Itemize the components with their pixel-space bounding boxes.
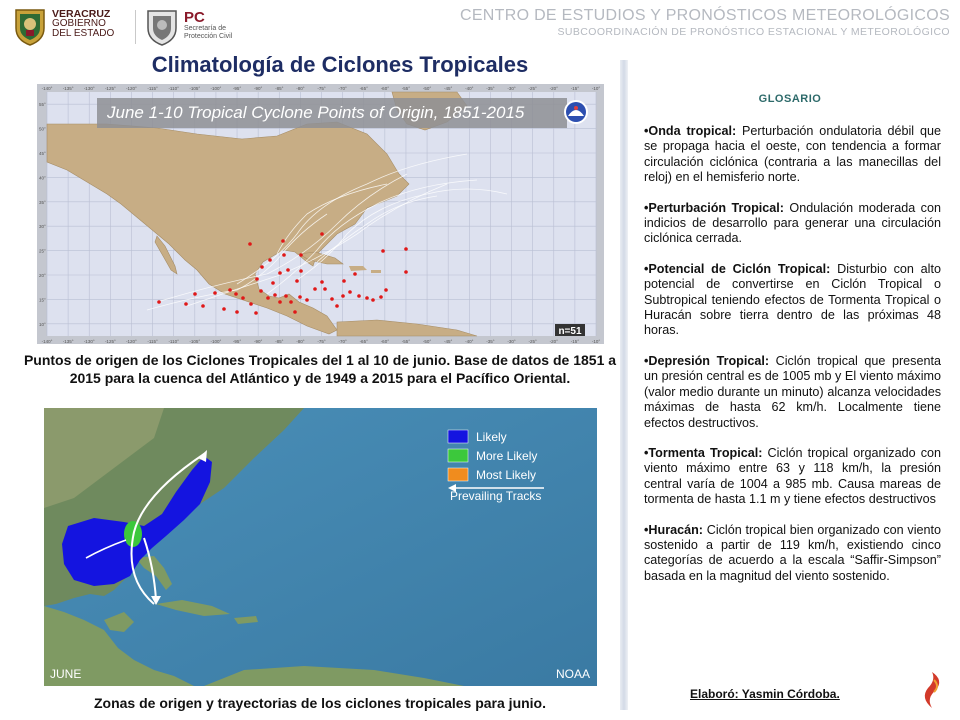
glossary-term: •Onda tropical:	[644, 124, 737, 138]
lat-label: 30°	[39, 224, 46, 230]
origin-point	[248, 242, 252, 246]
lon-label-bottom: -70°	[338, 339, 347, 344]
veracruz-logo-text: VERACRUZ GOBIERNO DEL ESTADO	[52, 8, 115, 39]
lon-label: -120°	[126, 86, 137, 91]
lon-label: -45°	[444, 86, 453, 91]
origin-point	[254, 311, 258, 315]
origin-point	[404, 270, 408, 274]
lat-label: 25°	[39, 248, 46, 254]
column-separator	[620, 60, 628, 710]
glossary-term: •Perturbación Tropical:	[644, 200, 784, 215]
glossary-definition: Disturbio con alto potencial de convertirse en Ciclón Tropical o Subtropical teniendo efectos de Tormenta Tropical o Huracán sobre tierra dentro de las próximas 48 horas.	[644, 261, 941, 338]
lat-label: 40°	[39, 175, 46, 181]
lon-label: -130°	[83, 86, 95, 91]
origin-point	[255, 277, 259, 281]
glossary-definition: Perturbación ondulatoria débil que se propaga hacia el oeste, con tendencia a formar circulación ciclónica (contraria a las manecillas del reloj) en el hemisferio norte.	[644, 124, 941, 185]
lon-label: -110°	[168, 86, 179, 91]
lon-label: -60°	[380, 86, 390, 91]
logo-divider	[135, 10, 136, 44]
center-subtitle: SUBCOORDINACIÓN DE PRONÓSTICO ESTACIONAL Y METEOROLÓGICO	[557, 26, 950, 38]
legend-swatch	[448, 430, 468, 443]
lon-label-bottom: -55°	[401, 339, 411, 344]
lon-label-bottom: -60°	[380, 339, 390, 344]
glossary-item	[644, 354, 941, 431]
origin-point	[249, 302, 253, 306]
map1-caption: Puntos de origen de los Ciclones Tropicales del 1 al 10 de junio. Base de datos de 1851 a 2015 para la cuenca del Atlántico y de 1949 a 2015 para el Pacífico Oriental.	[23, 352, 617, 386]
origin-point	[298, 295, 302, 299]
origin-point	[260, 265, 264, 269]
origin-point	[282, 253, 286, 257]
lon-label-bottom: -95°	[232, 339, 242, 344]
origin-point	[241, 296, 245, 300]
lon-label-bottom: -75°	[317, 339, 326, 344]
lon-label: -80°	[296, 86, 305, 91]
lat-label: 20°	[39, 273, 46, 278]
origin-point	[348, 290, 352, 294]
lon-label-bottom: -85°	[275, 339, 284, 344]
origin-point	[335, 304, 339, 308]
glossary-item	[644, 124, 941, 186]
lon-label: -30°	[507, 86, 516, 91]
glossary-item	[644, 446, 941, 508]
origin-point	[295, 279, 299, 283]
veracruz-small-seal-icon	[145, 8, 179, 46]
origin-point	[201, 304, 205, 308]
origin-point	[259, 289, 263, 293]
prevailing-tracks-label: Prevailing Tracks	[450, 489, 542, 503]
lon-label: -85°	[275, 86, 284, 91]
lat-label: 55°	[39, 102, 46, 108]
lon-label: -140°	[41, 86, 53, 91]
glossary-item	[644, 201, 941, 247]
glossary-definition: Ciclón tropical organizado con viento máximo entre 63 y 118 km/h, la presión central varía de 1004 a 985 mb. Causa mareas de tormenta de hasta 1.1 m y tiene efectos destructivos	[644, 445, 941, 507]
lon-label: -115°	[147, 86, 158, 91]
glossary-term: •Depresión Tropical:	[644, 353, 770, 368]
origin-point	[228, 288, 232, 292]
lon-label-bottom: -105°	[189, 339, 201, 344]
glossary-term: •Potencial de Ciclón Tropical:	[644, 261, 831, 276]
lat-label: 45°	[39, 151, 46, 156]
lon-label: -105°	[189, 86, 201, 91]
origin-point	[157, 300, 161, 304]
map1-count: n=51	[558, 326, 582, 337]
lon-label-bottom: -125°	[104, 339, 116, 344]
origin-point	[305, 298, 309, 302]
lon-label-bottom: -15°	[570, 339, 580, 344]
origin-point	[320, 280, 324, 284]
lon-label: -65°	[359, 86, 368, 91]
origin-point	[299, 253, 303, 257]
origin-point	[379, 295, 383, 299]
lon-label: -15°	[570, 86, 580, 91]
origin-point	[268, 258, 272, 262]
glossary-definition: Ciclón tropical que presenta un presión central es de 1005 mb y El viento máximo (valor medio durante un minuto) alcanza velocidades máximas de hasta 62 km/h. Localmente tiene efectos destructivos.	[644, 353, 941, 430]
origin-point	[289, 300, 293, 304]
lon-label: -40°	[465, 86, 474, 91]
legend-label: Most Likely	[476, 468, 537, 482]
origin-point	[222, 307, 226, 311]
pc-logo-text: PC Secretaría de Protección Civil	[184, 9, 233, 40]
lon-label: -50°	[422, 86, 432, 91]
page-title: Climatología de Ciclones Tropicales	[151, 52, 529, 77]
lon-label: -55°	[401, 86, 411, 91]
map2-caption: Zonas de origen y trayectorias de los ciclones tropicales para junio.	[93, 695, 547, 711]
lon-label-bottom: -50°	[422, 339, 432, 344]
origin-point	[404, 247, 408, 251]
lon-label: -25°	[528, 86, 537, 91]
origin-point	[286, 268, 290, 272]
noaa-logo-icon	[564, 100, 588, 124]
center-title: CENTRO DE ESTUDIOS Y PRONÓSTICOS METEOROLÓGICOS	[459, 7, 950, 24]
lon-label: -20°	[549, 86, 558, 91]
origin-point	[235, 310, 239, 314]
glossary-title: GLOSARIO	[758, 93, 822, 105]
lat-label: 15°	[39, 297, 46, 303]
author-credit: Elaboró: Yasmin Córdoba.	[690, 687, 840, 701]
glossary-term: •Huracán:	[644, 522, 703, 537]
veracruz-seal-icon	[12, 6, 48, 46]
lon-label-bottom: -100°	[210, 339, 222, 344]
cepm-logo-icon	[918, 670, 946, 710]
lon-label-bottom: -65°	[359, 339, 368, 344]
lon-label: -100°	[210, 86, 222, 91]
lon-label-bottom: -45°	[444, 339, 453, 344]
points-of-origin-map	[37, 84, 604, 344]
origin-point	[371, 298, 375, 302]
lon-label-bottom: -130°	[83, 339, 95, 344]
origin-point	[273, 293, 277, 297]
origin-point	[293, 310, 297, 314]
lon-label-bottom: -35°	[486, 339, 495, 344]
origin-point	[278, 271, 282, 275]
glossary-item	[644, 523, 941, 585]
origin-point	[193, 292, 197, 296]
lat-label: 50°	[39, 126, 46, 132]
origin-zones-map	[44, 408, 597, 686]
origin-point	[284, 294, 288, 298]
lon-label: -90°	[253, 86, 263, 91]
lon-label-bottom: -115°	[147, 339, 158, 344]
origin-point	[213, 291, 217, 295]
origin-point	[278, 300, 282, 304]
origin-point	[271, 281, 275, 285]
origin-point	[342, 279, 346, 283]
origin-point	[384, 288, 388, 292]
lon-label-bottom: -90°	[253, 339, 263, 344]
origin-point	[299, 269, 303, 273]
glossary-definition: Ondulación moderada con indicios de desarrollo para generar una circulación ciclónica cerrada.	[644, 200, 941, 246]
lon-label: -125°	[104, 86, 116, 91]
lon-label-bottom: -80°	[296, 339, 305, 344]
lon-label: -35°	[486, 86, 495, 91]
origin-point	[184, 302, 188, 306]
lon-label-bottom: -110°	[168, 339, 179, 344]
origin-point	[234, 292, 238, 296]
glossary-definition: Ciclón tropical bien organizado con viento sostenido a partir de 119 km/h, existiendo cinco categorías de acuerdo a la escala “Saffir-Simpson” basada en la magnitud del viento sostenido.	[644, 522, 941, 583]
lat-label: 10°	[39, 321, 46, 327]
origin-point	[330, 297, 334, 301]
lon-label-bottom: -40°	[465, 339, 474, 344]
origin-point	[313, 287, 317, 291]
map1-title: June 1-10 Tropical Cyclone Points of Origin, 1851-2015	[107, 103, 525, 122]
legend-label: More Likely	[476, 449, 538, 463]
noaa-label: NOAA	[556, 667, 591, 681]
lon-label: -135°	[62, 86, 74, 91]
lon-label-bottom: -120°	[126, 339, 137, 344]
origin-point	[365, 296, 369, 300]
lon-label: -70°	[338, 86, 347, 91]
origin-point	[323, 287, 327, 291]
origin-point	[320, 232, 324, 236]
legend-swatch	[448, 449, 468, 462]
origin-point	[281, 239, 285, 243]
legend-swatch	[448, 468, 468, 481]
lon-label-bottom: -135°	[62, 339, 74, 344]
lon-label-bottom: -140°	[41, 339, 53, 344]
lon-label-bottom: -20°	[549, 339, 558, 344]
glossary-item	[644, 262, 941, 339]
legend-label: Likely	[476, 430, 507, 444]
origin-point	[341, 294, 345, 298]
glossary-list	[644, 124, 941, 599]
origin-point	[266, 296, 270, 300]
origin-point	[381, 249, 385, 253]
glossary-term: •Tormenta Tropical:	[644, 445, 763, 460]
lon-label-bottom: -10°	[591, 339, 601, 344]
june-label: JUNE	[50, 667, 82, 681]
lon-label: -10°	[591, 86, 601, 91]
lon-label-bottom: -30°	[507, 339, 516, 344]
origin-point	[353, 272, 357, 276]
origin-point	[357, 294, 361, 298]
lon-label: -95°	[232, 86, 242, 91]
lon-label: -75°	[317, 86, 326, 91]
lon-label-bottom: -25°	[528, 339, 537, 344]
lat-label: 35°	[39, 199, 46, 205]
